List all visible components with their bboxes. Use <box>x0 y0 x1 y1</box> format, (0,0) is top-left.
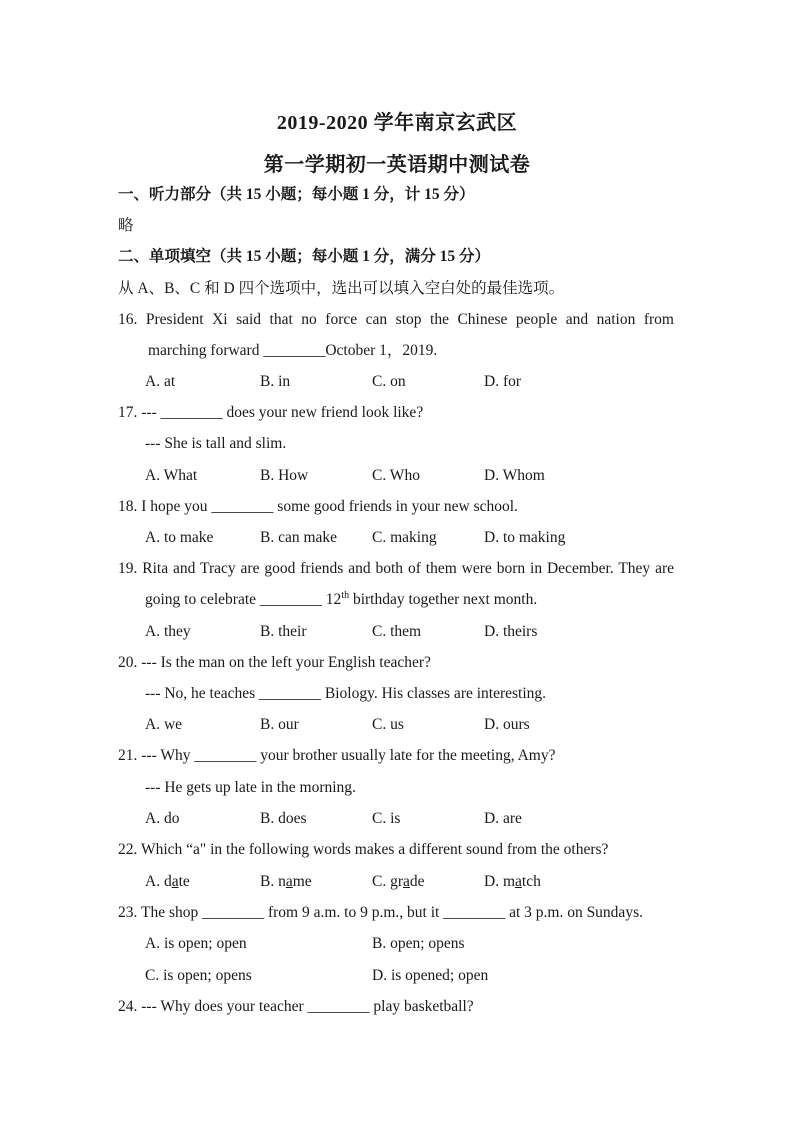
page-title-line2: 第一学期初一英语期中测试卷 <box>263 154 531 176</box>
q22-option-a-underlined: a <box>171 873 179 890</box>
q20-option-b: B. our <box>260 716 299 733</box>
q23-option-c: C. is open; opens <box>145 967 252 984</box>
q22-stem: 22. Which “a" in the following words makes a different sound from the others? <box>118 841 609 858</box>
q17-stem: 17. --- ________ does your new friend look like? <box>118 404 424 421</box>
page-title-line1: 2019-2020 学年南京玄武区 <box>276 112 518 134</box>
q21-option-d: D. are <box>484 810 522 827</box>
q22-option-c-pre: C. gr <box>372 873 403 890</box>
q22-option-c-underlined: a <box>403 873 410 890</box>
q16-stem-cont: marching forward ________October 1，2019. <box>148 342 438 359</box>
q23-option-b: B. open; opens <box>372 935 465 952</box>
q22-options <box>145 872 705 892</box>
q21-option-b: B. does <box>260 810 307 827</box>
q20-reply: --- No, he teaches ________ Biology. His classes are interesting. <box>145 685 547 702</box>
q22-option-a-pre: A. d <box>145 873 172 890</box>
q16-stem: 16. President Xi said that no force can stop the Chinese people and nation from <box>118 311 674 328</box>
q19-stem-cont <box>145 590 537 610</box>
q22-option-d-underlined: a <box>515 873 522 890</box>
q22-option-d-pre: D. m <box>484 873 515 890</box>
q16-option-d: D. for <box>484 373 522 390</box>
q18-options <box>145 528 705 548</box>
section1-note: 略 <box>118 217 134 234</box>
q21-option-c: C. is <box>372 810 401 827</box>
q21-stem: 21. --- Why ________ your brother usually late for the meeting, Amy? <box>118 747 556 764</box>
q23-options-row2 <box>145 966 705 986</box>
q21-reply: --- He gets up late in the morning. <box>145 779 356 796</box>
q17-option-a: A. What <box>145 467 198 484</box>
q17-option-d: D. Whom <box>484 467 545 484</box>
q19-stem-cont-pre: going to celebrate ________ 12 <box>145 591 342 608</box>
q18-option-a: A. to make <box>145 529 214 546</box>
q18-option-c: C. making <box>372 529 437 546</box>
q20-option-a: A. we <box>145 716 183 733</box>
q22-option-b-underlined: a <box>285 873 293 890</box>
q20-option-c: C. us <box>372 716 404 733</box>
q21-options <box>145 809 705 829</box>
q22-option-b <box>260 872 312 892</box>
q20-option-d: D. ours <box>484 716 530 733</box>
q22-option-d <box>484 872 541 892</box>
q20-stem: 20. --- Is the man on the left your English teacher? <box>118 654 431 671</box>
q19-ordinal-suffix: th <box>341 589 350 601</box>
q19-options <box>145 622 705 642</box>
section2-instruction: 从 A、B、C 和 D 四个选项中，选出可以填入空白处的最佳选项。 <box>118 280 565 297</box>
q23-option-a: A. is open; open <box>145 935 247 952</box>
q18-option-b: B. can make <box>260 529 338 546</box>
q19-stem-cont-post: birthday together next month. <box>349 591 538 608</box>
q22-option-c <box>372 872 425 892</box>
q18-option-d: D. to making <box>484 529 566 546</box>
q19-stem: 19. Rita and Tracy are good friends and both of them were born in December. They are <box>118 560 674 577</box>
q17-option-b: B. How <box>260 467 309 484</box>
q22-option-d-post: tch <box>521 873 541 890</box>
q17-options <box>145 466 705 486</box>
section1-heading: 一、听力部分（共 15 小题；每小题 1 分，计 15 分） <box>118 186 475 203</box>
q16-option-c: C. on <box>372 373 406 390</box>
q20-options <box>145 715 705 735</box>
q16-options <box>145 372 705 392</box>
section2-heading: 二、单项填空（共 15 小题；每小题 1 分，满分 15 分） <box>118 248 491 265</box>
q16-option-a: A. at <box>145 373 176 390</box>
q24-stem: 24. --- Why does your teacher ________ play basketball? <box>118 998 474 1015</box>
q23-options-row1 <box>145 934 705 954</box>
q21-option-a: A. do <box>145 810 180 827</box>
q22-option-a-post: te <box>178 873 190 890</box>
q17-reply: --- She is tall and slim. <box>145 435 287 452</box>
q22-option-b-post: me <box>292 873 312 890</box>
q22-option-a <box>145 872 190 892</box>
q19-option-d: D. theirs <box>484 623 538 640</box>
q16-option-b: B. in <box>260 373 291 390</box>
q22-option-b-pre: B. n <box>260 873 286 890</box>
q18-stem: 18. I hope you ________ some good friends in your new school. <box>118 498 518 515</box>
q19-option-c: C. them <box>372 623 422 640</box>
q17-option-c: C. Who <box>372 467 420 484</box>
q19-option-b: B. their <box>260 623 307 640</box>
q22-option-c-post: de <box>409 873 425 890</box>
q19-option-a: A. they <box>145 623 191 640</box>
q23-option-d: D. is opened; open <box>372 967 489 984</box>
q23-stem: 23. The shop ________ from 9 a.m. to 9 p.m., but it ________ at 3 p.m. on Sundays. <box>118 904 643 921</box>
